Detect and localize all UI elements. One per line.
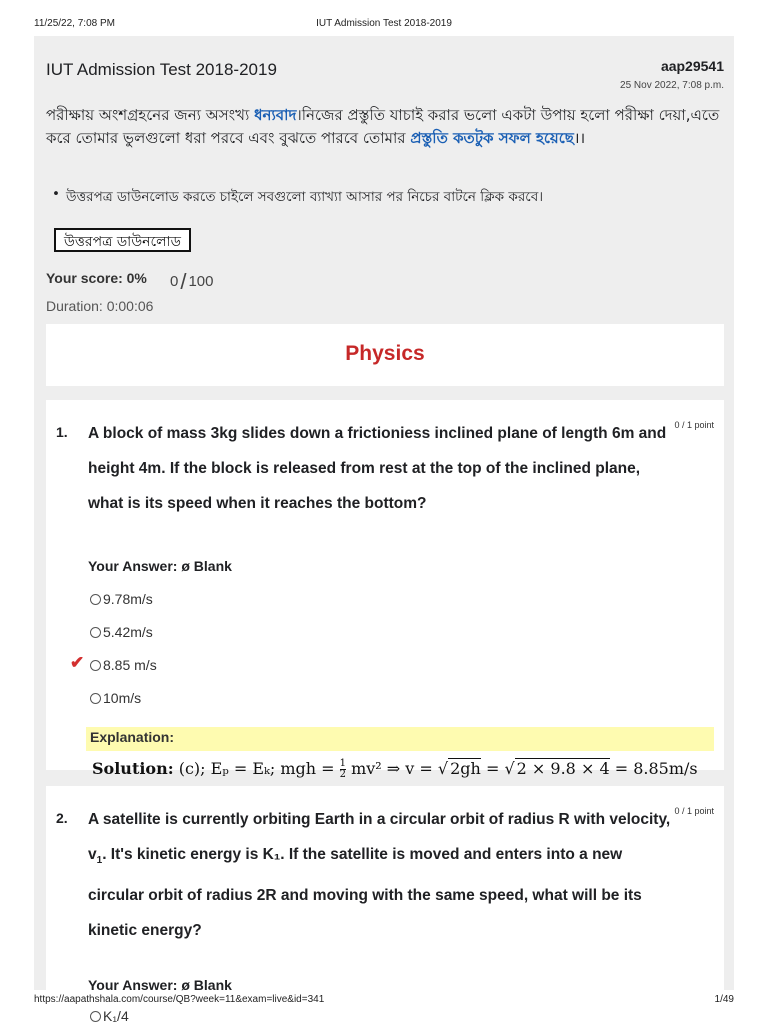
solution-sqrt2: 2 × 9.8 × 4 <box>516 759 610 778</box>
fraction-numerator: 1 <box>339 758 346 769</box>
sqrt-sign: √ <box>504 759 515 778</box>
solution-eq1: Eₚ = Eₖ; <box>210 759 276 778</box>
your-answer-value: ø Blank <box>181 558 232 574</box>
intro-text-part2: ।নিজের প্রস্তুতি যাচাই করার ভলো একটা উপায় হলো পরীক্ষা দেয়া,এতে করে তোমার ভুলগুলো ধরা পরবে এবং বুঝতে পারবে তোমার <box>46 106 720 147</box>
solution-eq3-mid: = <box>485 759 500 778</box>
solution-label: Solution: <box>92 759 174 778</box>
question-points: 0 / 1 point <box>674 420 714 430</box>
intro-thanks: ধন্যবাদ <box>254 106 297 124</box>
solution-eq2-left: mgh = <box>280 759 335 778</box>
username: aap29541 <box>660 58 724 74</box>
explanation-bar <box>86 727 714 751</box>
answer-option-correct[interactable] <box>90 655 157 675</box>
your-answer <box>88 558 232 574</box>
sqrt-sign: √ <box>437 759 449 778</box>
score-label: Your score: 0% <box>46 270 147 286</box>
option-label: 10m/s <box>103 690 142 706</box>
answer-option[interactable] <box>90 622 153 642</box>
question-points: 0 / 1 point <box>674 806 714 816</box>
print-header <box>0 0 768 28</box>
your-answer-label: Your Answer: <box>88 977 178 993</box>
result-header <box>46 48 724 318</box>
question-text <box>88 802 676 948</box>
section-card <box>46 324 724 386</box>
print-url: https://aapathshala.com/course/QB?week=11&exam=live&id=341 <box>34 994 325 1005</box>
your-answer-label: Your Answer: <box>88 558 178 574</box>
download-answer-button[interactable]: উত্তরপত্র ডাউনলোড <box>54 228 191 252</box>
intro-text-part1: পরীক্ষায় অংশগ্রহনের জন্য অসংখ্য <box>46 106 255 124</box>
print-title: IUT Admission Test 2018-2019 <box>316 18 452 29</box>
print-datetime: 11/25/22, 7:08 PM <box>34 18 115 29</box>
correct-check-icon: ✔ <box>70 653 85 672</box>
solution-eq2-right: mv² ⇒ v = <box>351 759 433 778</box>
intro-end: ।। <box>573 129 586 147</box>
radio-icon <box>90 627 101 638</box>
score-slash: / <box>180 269 187 294</box>
score-total: 100 <box>188 273 214 290</box>
solution-equation <box>92 759 698 780</box>
score-points <box>170 266 290 292</box>
radio-icon <box>90 1011 101 1022</box>
fraction-denominator: 2 <box>339 769 346 780</box>
score-row <box>46 269 214 294</box>
section-title: Physics <box>345 342 425 365</box>
radio-icon <box>90 693 101 704</box>
question-text-part1: A satellite is currently orbiting Earth in a circular orbit of radius R with velocity, v <box>88 811 671 863</box>
question-text-subscript: 1 <box>96 855 103 867</box>
option-label: 5.42m/s <box>103 624 153 640</box>
radio-icon <box>90 594 101 605</box>
solution-choice: (c); <box>178 759 206 778</box>
question-number: 2. <box>56 810 68 826</box>
your-answer-value: ø Blank <box>181 977 232 993</box>
explanation-label: Explanation: <box>90 729 175 745</box>
print-page-number: 1/49 <box>714 994 734 1005</box>
download-instruction: • উত্তরপত্র ডাউনলোড করতে চাইলে সবগুলো ব্যাখ্যা আসার পর নিচের বাটনে ক্লিক করবে। <box>66 186 706 209</box>
question-text: A block of mass 3kg slides down a frictioniess inclined plane of length 6m and height 4m. If the block is released from rest at the top of the inclined plane, what is its speed when it reaches the bottom? <box>88 425 667 512</box>
option-label: K₁/4 <box>103 1008 129 1024</box>
score-obtained: 0 <box>170 273 179 290</box>
solution-fraction <box>340 759 346 780</box>
test-title: IUT Admission Test 2018-2019 <box>46 60 277 79</box>
radio-icon <box>90 660 101 671</box>
submission-timestamp: 25 Nov 2022, 7:08 p.m. <box>620 80 724 91</box>
question-number: 1. <box>56 424 68 440</box>
print-footer <box>0 990 768 1010</box>
intro-message <box>46 104 728 150</box>
solution-result: = 8.85m/s <box>614 759 698 778</box>
duration: Duration: 0:00:06 <box>46 298 154 314</box>
solution-sqrt1: 2gh <box>450 759 481 778</box>
question-card <box>46 400 724 780</box>
option-label: 8.85 m/s <box>103 657 157 673</box>
intro-highlight: প্রস্তুতি কতটুক সফল হয়েছে <box>410 129 574 147</box>
answer-option[interactable] <box>90 688 141 708</box>
option-label: 9.78m/s <box>103 591 153 607</box>
answer-option[interactable] <box>90 589 153 609</box>
question-text-part2: . It's kinetic energy is K₁. If the satellite is moved and enters into a new circular orbit of radius 2R and moving with the same speed, what will be its kinetic energy? <box>88 846 642 940</box>
